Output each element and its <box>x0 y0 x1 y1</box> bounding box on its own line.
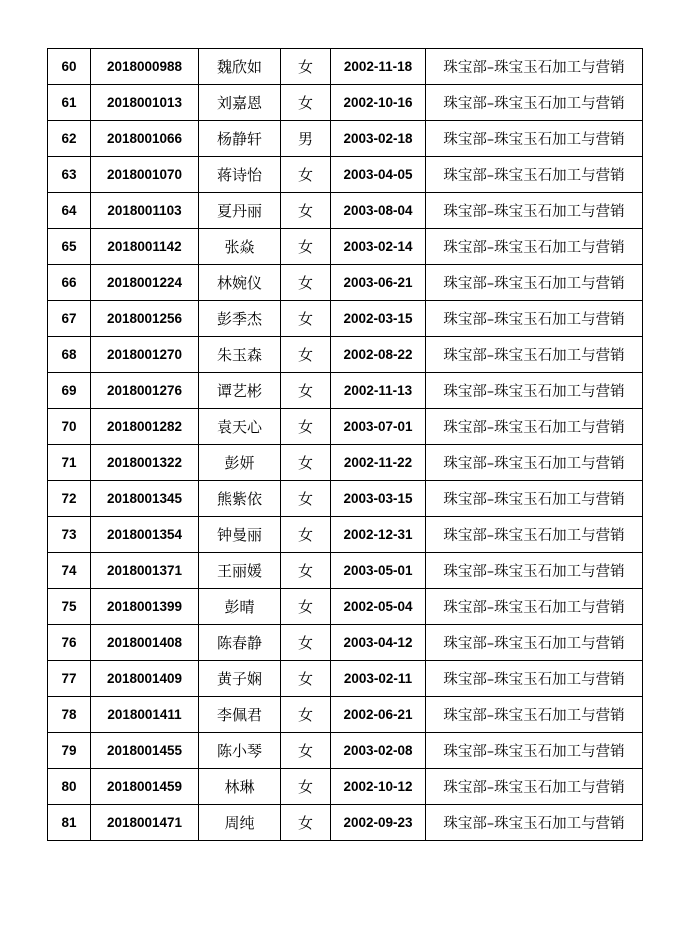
birth-date-cell: 2003-05-01 <box>331 553 426 589</box>
birth-date-cell: 2002-05-04 <box>331 589 426 625</box>
student-name-cell: 黄子娴 <box>199 661 281 697</box>
gender-cell: 女 <box>281 373 331 409</box>
student-id-cell: 2018000988 <box>91 49 199 85</box>
row-number-cell: 76 <box>48 625 91 661</box>
department-major-cell: 珠宝部–珠宝玉石加工与营销 <box>426 517 643 553</box>
birth-date-cell: 2003-08-04 <box>331 193 426 229</box>
table-row <box>48 481 643 517</box>
student-name-cell: 夏丹丽 <box>199 193 281 229</box>
birth-date-cell: 2003-02-18 <box>331 121 426 157</box>
table-row <box>48 517 643 553</box>
gender-cell: 女 <box>281 85 331 121</box>
student-id-cell: 2018001399 <box>91 589 199 625</box>
row-number-cell: 68 <box>48 337 91 373</box>
student-name-cell: 袁天心 <box>199 409 281 445</box>
student-id-cell: 2018001224 <box>91 265 199 301</box>
student-name-cell: 刘嘉恩 <box>199 85 281 121</box>
row-number-cell: 63 <box>48 157 91 193</box>
gender-cell: 女 <box>281 769 331 805</box>
row-number-cell: 78 <box>48 697 91 733</box>
table-row <box>48 409 643 445</box>
student-name-cell: 林琳 <box>199 769 281 805</box>
student-id-cell: 2018001282 <box>91 409 199 445</box>
department-major-cell: 珠宝部–珠宝玉石加工与营销 <box>426 265 643 301</box>
row-number-cell: 60 <box>48 49 91 85</box>
student-id-cell: 2018001070 <box>91 157 199 193</box>
gender-cell: 女 <box>281 157 331 193</box>
student-id-cell: 2018001103 <box>91 193 199 229</box>
gender-cell: 女 <box>281 625 331 661</box>
table-row <box>48 193 643 229</box>
row-number-cell: 67 <box>48 301 91 337</box>
student-name-cell: 陈小琴 <box>199 733 281 769</box>
gender-cell: 女 <box>281 733 331 769</box>
birth-date-cell: 2003-03-15 <box>331 481 426 517</box>
table-row <box>48 697 643 733</box>
department-major-cell: 珠宝部–珠宝玉石加工与营销 <box>426 193 643 229</box>
student-roster-table <box>47 48 643 841</box>
gender-cell: 女 <box>281 517 331 553</box>
student-id-cell: 2018001354 <box>91 517 199 553</box>
row-number-cell: 80 <box>48 769 91 805</box>
department-major-cell: 珠宝部–珠宝玉石加工与营销 <box>426 121 643 157</box>
student-name-cell: 彭妍 <box>199 445 281 481</box>
gender-cell: 女 <box>281 589 331 625</box>
department-major-cell: 珠宝部–珠宝玉石加工与营销 <box>426 661 643 697</box>
birth-date-cell: 2002-11-22 <box>331 445 426 481</box>
roster-body <box>48 49 643 841</box>
student-name-cell: 魏欣如 <box>199 49 281 85</box>
table-row <box>48 121 643 157</box>
row-number-cell: 81 <box>48 805 91 841</box>
birth-date-cell: 2002-06-21 <box>331 697 426 733</box>
student-name-cell: 张焱 <box>199 229 281 265</box>
row-number-cell: 64 <box>48 193 91 229</box>
gender-cell: 女 <box>281 697 331 733</box>
row-number-cell: 62 <box>48 121 91 157</box>
birth-date-cell: 2003-04-12 <box>331 625 426 661</box>
gender-cell: 女 <box>281 193 331 229</box>
table-row <box>48 589 643 625</box>
department-major-cell: 珠宝部–珠宝玉石加工与营销 <box>426 409 643 445</box>
table-row <box>48 553 643 589</box>
student-name-cell: 彭季杰 <box>199 301 281 337</box>
gender-cell: 女 <box>281 661 331 697</box>
department-major-cell: 珠宝部–珠宝玉石加工与营销 <box>426 373 643 409</box>
department-major-cell: 珠宝部–珠宝玉石加工与营销 <box>426 337 643 373</box>
department-major-cell: 珠宝部–珠宝玉石加工与营销 <box>426 301 643 337</box>
row-number-cell: 74 <box>48 553 91 589</box>
table-row <box>48 661 643 697</box>
gender-cell: 女 <box>281 229 331 265</box>
table-row <box>48 445 643 481</box>
gender-cell: 女 <box>281 265 331 301</box>
birth-date-cell: 2002-03-15 <box>331 301 426 337</box>
student-id-cell: 2018001345 <box>91 481 199 517</box>
birth-date-cell: 2002-08-22 <box>331 337 426 373</box>
birth-date-cell: 2002-11-18 <box>331 49 426 85</box>
gender-cell: 男 <box>281 121 331 157</box>
gender-cell: 女 <box>281 49 331 85</box>
student-id-cell: 2018001066 <box>91 121 199 157</box>
row-number-cell: 70 <box>48 409 91 445</box>
department-major-cell: 珠宝部–珠宝玉石加工与营销 <box>426 49 643 85</box>
gender-cell: 女 <box>281 805 331 841</box>
department-major-cell: 珠宝部–珠宝玉石加工与营销 <box>426 85 643 121</box>
birth-date-cell: 2003-02-11 <box>331 661 426 697</box>
row-number-cell: 65 <box>48 229 91 265</box>
student-name-cell: 钟曼丽 <box>199 517 281 553</box>
gender-cell: 女 <box>281 445 331 481</box>
table-row <box>48 49 643 85</box>
birth-date-cell: 2002-12-31 <box>331 517 426 553</box>
table-row <box>48 805 643 841</box>
table-row <box>48 337 643 373</box>
table-row <box>48 229 643 265</box>
student-id-cell: 2018001471 <box>91 805 199 841</box>
row-number-cell: 73 <box>48 517 91 553</box>
table-row <box>48 157 643 193</box>
birth-date-cell: 2002-10-16 <box>331 85 426 121</box>
table-row <box>48 373 643 409</box>
department-major-cell: 珠宝部–珠宝玉石加工与营销 <box>426 805 643 841</box>
table-row <box>48 625 643 661</box>
department-major-cell: 珠宝部–珠宝玉石加工与营销 <box>426 553 643 589</box>
student-name-cell: 李佩君 <box>199 697 281 733</box>
department-major-cell: 珠宝部–珠宝玉石加工与营销 <box>426 481 643 517</box>
department-major-cell: 珠宝部–珠宝玉石加工与营销 <box>426 625 643 661</box>
student-id-cell: 2018001455 <box>91 733 199 769</box>
department-major-cell: 珠宝部–珠宝玉石加工与营销 <box>426 445 643 481</box>
row-number-cell: 79 <box>48 733 91 769</box>
student-id-cell: 2018001371 <box>91 553 199 589</box>
department-major-cell: 珠宝部–珠宝玉石加工与营销 <box>426 589 643 625</box>
student-id-cell: 2018001276 <box>91 373 199 409</box>
department-major-cell: 珠宝部–珠宝玉石加工与营销 <box>426 769 643 805</box>
student-name-cell: 林婉仪 <box>199 265 281 301</box>
student-name-cell: 陈春静 <box>199 625 281 661</box>
table-row <box>48 769 643 805</box>
student-id-cell: 2018001459 <box>91 769 199 805</box>
student-id-cell: 2018001142 <box>91 229 199 265</box>
student-id-cell: 2018001270 <box>91 337 199 373</box>
department-major-cell: 珠宝部–珠宝玉石加工与营销 <box>426 229 643 265</box>
row-number-cell: 75 <box>48 589 91 625</box>
birth-date-cell: 2003-06-21 <box>331 265 426 301</box>
birth-date-cell: 2002-10-12 <box>331 769 426 805</box>
gender-cell: 女 <box>281 337 331 373</box>
student-id-cell: 2018001256 <box>91 301 199 337</box>
gender-cell: 女 <box>281 409 331 445</box>
row-number-cell: 61 <box>48 85 91 121</box>
row-number-cell: 71 <box>48 445 91 481</box>
birth-date-cell: 2002-09-23 <box>331 805 426 841</box>
student-id-cell: 2018001409 <box>91 661 199 697</box>
row-number-cell: 66 <box>48 265 91 301</box>
student-id-cell: 2018001411 <box>91 697 199 733</box>
gender-cell: 女 <box>281 553 331 589</box>
student-name-cell: 蒋诗怡 <box>199 157 281 193</box>
student-name-cell: 熊紫依 <box>199 481 281 517</box>
table-row <box>48 85 643 121</box>
table-row <box>48 301 643 337</box>
student-id-cell: 2018001322 <box>91 445 199 481</box>
birth-date-cell: 2003-04-05 <box>331 157 426 193</box>
birth-date-cell: 2003-07-01 <box>331 409 426 445</box>
student-name-cell: 彭晴 <box>199 589 281 625</box>
student-name-cell: 朱玉森 <box>199 337 281 373</box>
row-number-cell: 72 <box>48 481 91 517</box>
department-major-cell: 珠宝部–珠宝玉石加工与营销 <box>426 733 643 769</box>
student-name-cell: 谭艺彬 <box>199 373 281 409</box>
row-number-cell: 77 <box>48 661 91 697</box>
birth-date-cell: 2003-02-08 <box>331 733 426 769</box>
table-row <box>48 733 643 769</box>
student-id-cell: 2018001013 <box>91 85 199 121</box>
row-number-cell: 69 <box>48 373 91 409</box>
department-major-cell: 珠宝部–珠宝玉石加工与营销 <box>426 157 643 193</box>
student-name-cell: 王丽媛 <box>199 553 281 589</box>
birth-date-cell: 2003-02-14 <box>331 229 426 265</box>
student-name-cell: 杨静轩 <box>199 121 281 157</box>
birth-date-cell: 2002-11-13 <box>331 373 426 409</box>
student-id-cell: 2018001408 <box>91 625 199 661</box>
gender-cell: 女 <box>281 301 331 337</box>
student-name-cell: 周纯 <box>199 805 281 841</box>
table-row <box>48 265 643 301</box>
department-major-cell: 珠宝部–珠宝玉石加工与营销 <box>426 697 643 733</box>
gender-cell: 女 <box>281 481 331 517</box>
